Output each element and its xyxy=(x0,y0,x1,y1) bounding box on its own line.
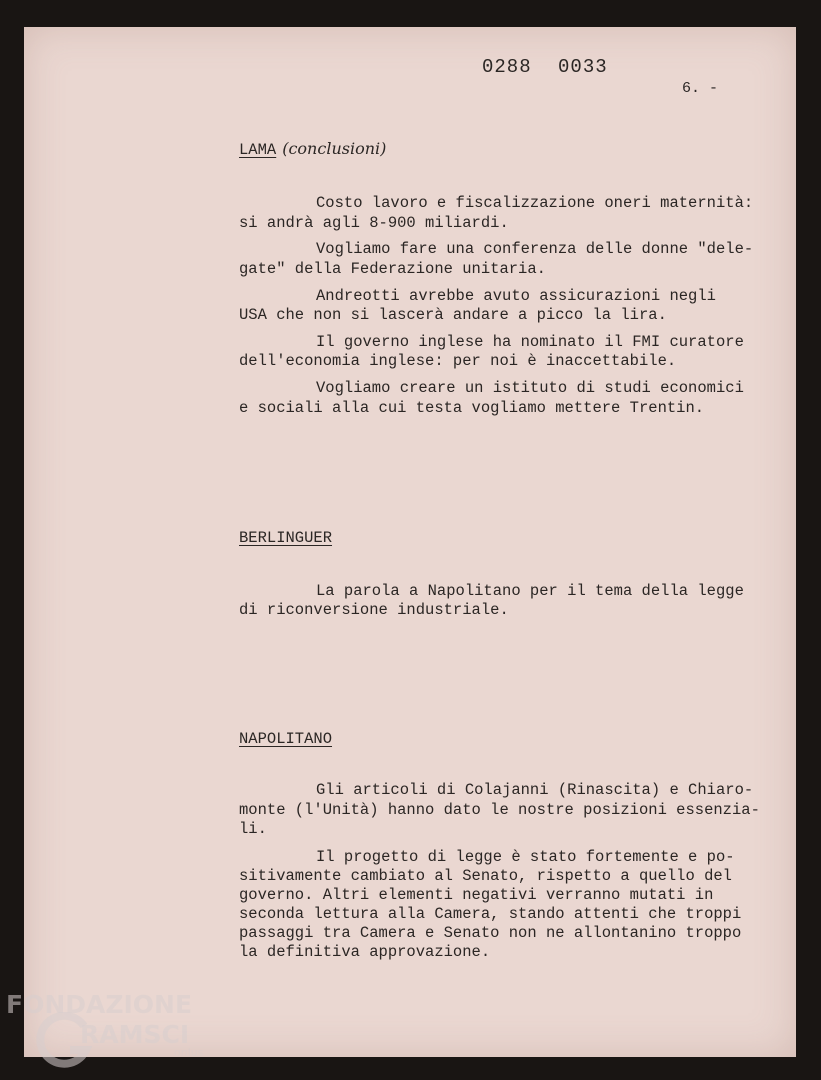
text-line: Vogliamo fare una conferenza delle donne "dele- xyxy=(316,240,754,258)
text-line: Il progetto di legge è stato fortemente e po- xyxy=(316,848,735,866)
speaker-name: LAMA xyxy=(239,141,277,159)
fondazione-gramsci-logo xyxy=(6,990,206,1075)
text-line: sitivamente cambiato al Senato, rispetto a quello del xyxy=(239,867,732,885)
speaker-heading-lama xyxy=(239,139,386,160)
text-line: governo. Altri elementi negativi verranno mutati in xyxy=(239,886,714,904)
speaker-heading-napolitano xyxy=(239,729,332,749)
logo-text-small: onlus xyxy=(174,1046,204,1059)
text-line: Gli articoli di Colajanni (Rinascita) e Chiaro- xyxy=(316,781,754,799)
text-line: la definitiva approvazione. xyxy=(239,943,491,961)
text-line: Costo lavoro e fiscalizzazione oneri maternità: xyxy=(316,194,754,212)
logo-text-line1: FONDAZIONE xyxy=(6,990,193,1019)
speaker-name: BERLINGUER xyxy=(239,529,333,547)
text-line: USA che non si lascerà andare a picco la lira. xyxy=(239,306,667,324)
text-line: di riconversione industriale. xyxy=(239,601,509,619)
text-line: passaggi tra Camera e Senato non ne allontanino troppo xyxy=(239,924,742,942)
text-line: si andrà agli 8-900 miliardi. xyxy=(239,214,509,232)
text-line: Il governo inglese ha nominato il FMI curatore xyxy=(316,333,744,351)
page-number: 6. - xyxy=(682,80,719,97)
speaker-heading-berlinguer xyxy=(239,528,332,548)
text-line: Andreotti avrebbe avuto assicurazioni negli xyxy=(316,287,716,305)
text-line: dell'economia inglese: per noi è inaccettabile. xyxy=(239,352,677,370)
speaker-name: NAPOLITANO xyxy=(239,730,333,748)
handwritten-note: (conclusioni) xyxy=(282,139,387,158)
logo-text-line2: RAMSCI xyxy=(80,1020,190,1049)
text-line: e sociali alla cui testa vogliamo mettere Trentin. xyxy=(239,399,705,417)
text-line: li. xyxy=(239,820,267,838)
archive-number: 0288 0033 xyxy=(482,56,608,78)
text-line: La parola a Napolitano per il tema della legge xyxy=(316,582,744,600)
text-line: monte (l'Unità) hanno dato le nostre posizioni essenzia- xyxy=(239,801,760,819)
text-line: Vogliamo creare un istituto di studi economici xyxy=(316,379,744,397)
text-line: seconda lettura alla Camera, stando attenti che troppi xyxy=(239,905,742,923)
text-line: gate" della Federazione unitaria. xyxy=(239,260,546,278)
